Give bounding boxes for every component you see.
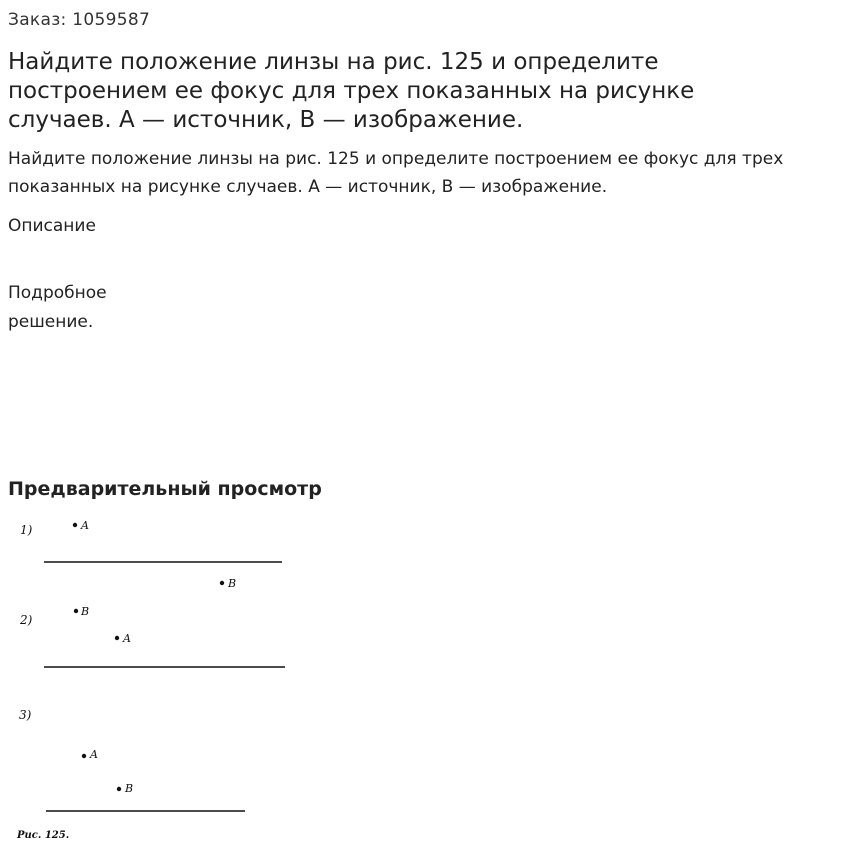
case-1-label-b: B bbox=[228, 577, 237, 590]
description-label: Описание bbox=[8, 216, 96, 236]
case-1-label-a: A bbox=[81, 519, 89, 532]
case-2-label-a: A bbox=[123, 632, 131, 645]
case-2-point-b bbox=[74, 609, 78, 613]
case-2-number: 2) bbox=[20, 613, 33, 627]
case-2-label-b: B bbox=[81, 605, 90, 618]
case-1-point-a bbox=[73, 523, 77, 527]
case-2-point-a bbox=[115, 636, 119, 640]
task-text: Найдите положение линзы на рис. 125 и определите построением ее фокус для трех показанных на рисунке случаев. А — источник, В — изображение. bbox=[8, 149, 784, 197]
case-3-label-b: B bbox=[125, 782, 134, 795]
detailed-solution-text: Подробное решение. bbox=[8, 283, 107, 332]
case-3-label-a: A bbox=[90, 748, 98, 761]
case-3-point-a bbox=[82, 754, 86, 758]
case-3-number: 3) bbox=[19, 708, 32, 722]
order-number: Заказ: 1059587 bbox=[8, 10, 151, 30]
case-3-point-b bbox=[117, 787, 121, 791]
case-1-point-b bbox=[220, 581, 224, 585]
case-1-number: 1) bbox=[20, 523, 33, 537]
figure-caption: Рис. 125. bbox=[17, 830, 70, 841]
preview-heading: Предварительный просмотр bbox=[8, 478, 322, 500]
preview-figure bbox=[0, 510, 320, 850]
page-title: Найдите положение линзы на рис. 125 и определите построением ее фокус для трех показанных на рисунке случаев. А — источник, В — изображение. bbox=[8, 49, 695, 133]
